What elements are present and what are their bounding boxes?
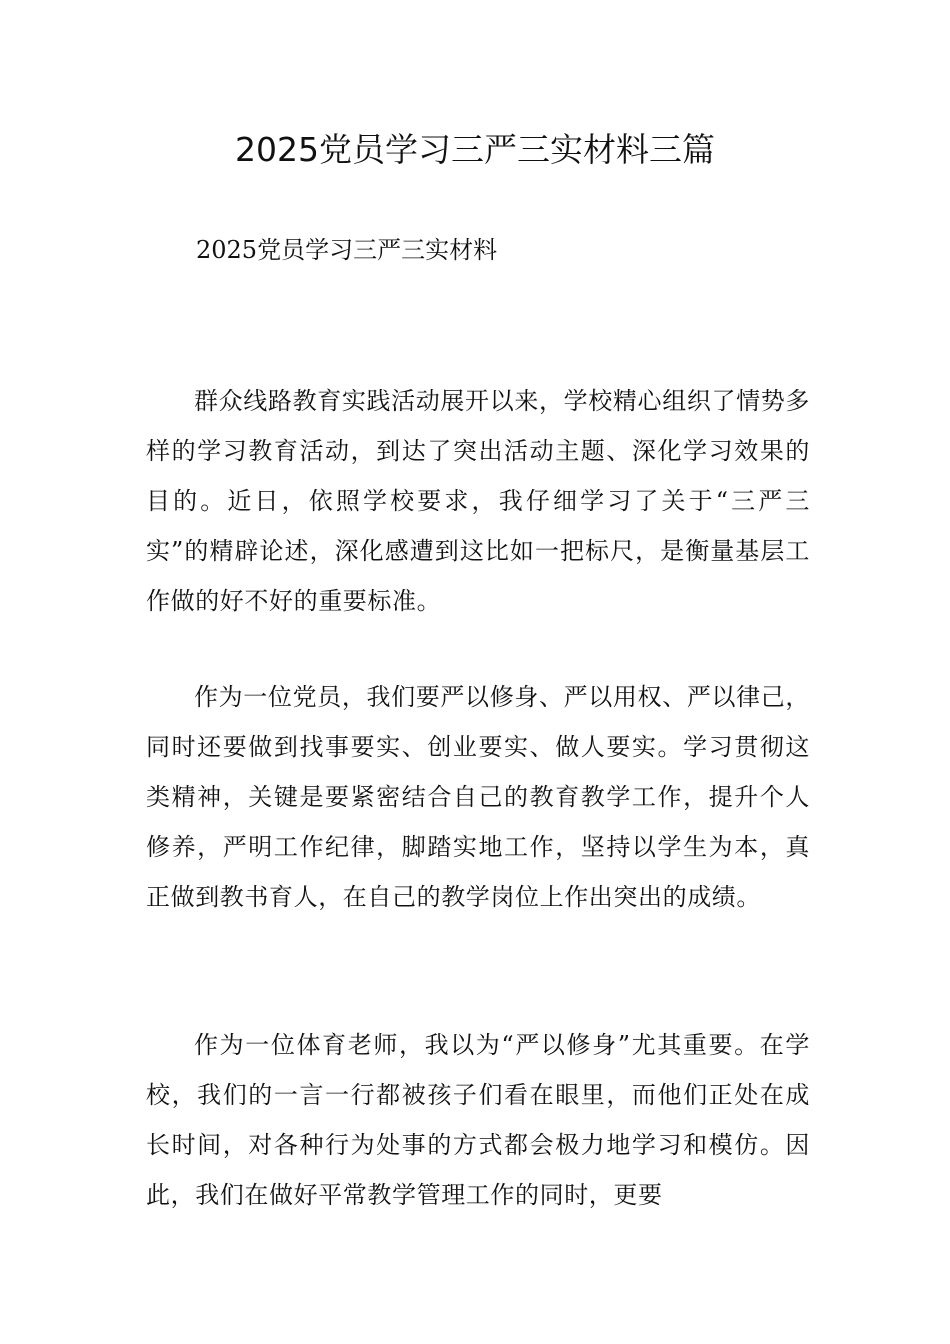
document-subtitle: 2025党员学习三严三实材料: [196, 236, 498, 264]
paragraph-1: 群众线路教育实践活动展开以来，学校精心组织了情势多样的学习教育活动，到达了突出活动主题、深化学习效果的目的。近日，依照学校要求，我仔细学习了关于“三严三实”的精辟论述，深化感遭到这比如一把标尺，是衡量基层工作做的好不好的重要标准。: [146, 387, 810, 615]
paragraph-2: 作为一位党员，我们要严以修身、严以用权、严以律己，同时还要做到找事要实、创业要实、做人要实。学习贯彻这类精神，关键是要紧密结合自己的教育教学工作，提升个人修养，严明工作纪律，脚踏实地工作，坚持以学生为本，真正做到教书育人，在自己的教学岗位上作出突出的成绩。: [146, 683, 810, 911]
paragraph-3: 作为一位体育老师，我以为“严以修身”尤其重要。在学校，我们的一言一行都被孩子们看在眼里，而他们正处在成长时间，对各种行为处事的方式都会极力地学习和模仿。因此，我们在做好平常教学管理工作的同时，更要: [146, 1031, 810, 1209]
document-title: 2025党员学习三严三实材料三篇: [235, 130, 715, 169]
